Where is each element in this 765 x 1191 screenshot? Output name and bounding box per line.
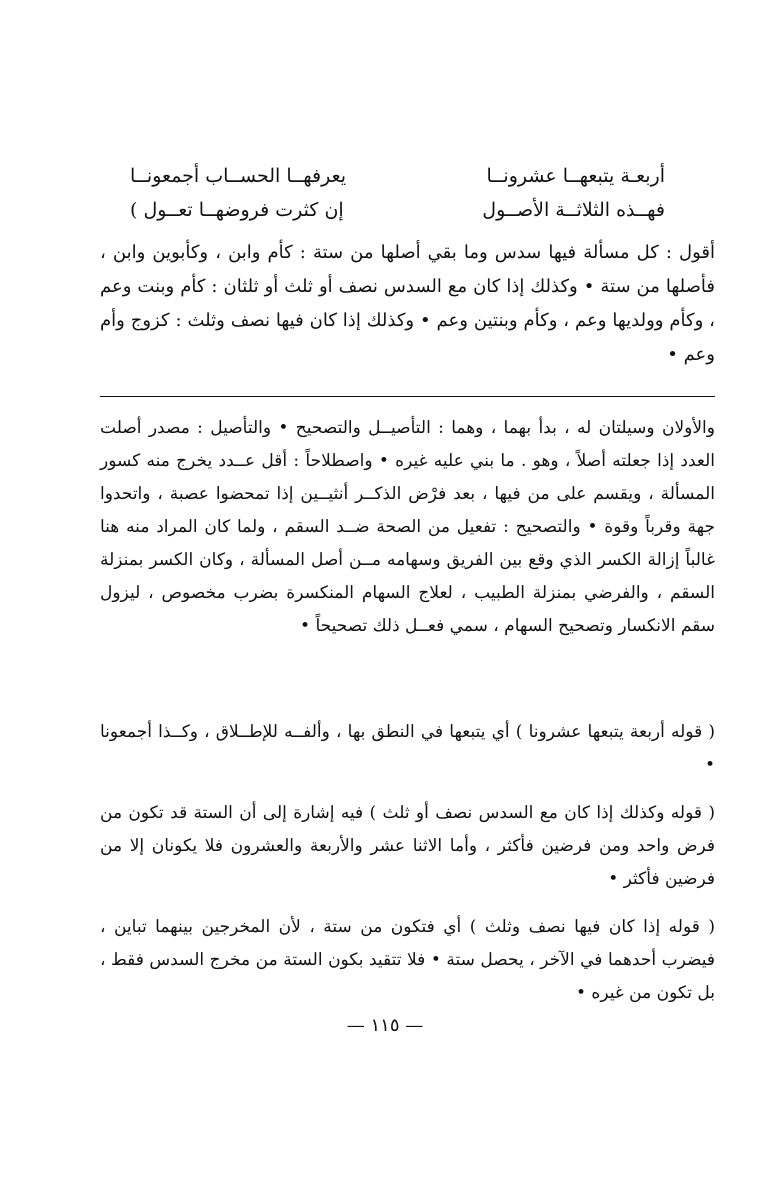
verse-1-second-hemistich: يعرفهــا الحســاب أجمعونــا bbox=[130, 165, 347, 187]
main-commentary: أقول : كل مسألة فيها سدس وما بقي أصلها من ستة : كأم وابن ، وكأبوين وابن ، فأصلها من ستة • وكذلك إذا كان مع السدس نصف أو ثلث أو ثلثان : كأم وبنت وعم ، وكأم وولديها وعم ، وكأم وبنتين وعم • وكذلك إذا كان فيها نصف وثلث : كزوج وأم وعم • bbox=[100, 242, 715, 365]
footnote-3: ( قوله وكذلك إذا كان مع السدس نصف أو ثلث ) فيه إشارة إلى أن الستة قد تكون من فرض واحد ومن فرضين فأكثر ، وأما الاثنا عشر والأربعة والعشرون فلا يكونان إلا من فرضين فأكثر • bbox=[100, 803, 715, 889]
footnote-4: ( قوله إذا كان فيها نصف وثلث ) أي فتكون من ستة ، لأن المخرجين بينهما تباين ، فيضرب أحدهما في الآخر ، يحصل ستة • فلا تتقيد بكون الستة من مخرج السدس فقط ، بل تكون من غيره • bbox=[100, 917, 715, 1003]
poem-verse-1 bbox=[130, 160, 665, 192]
verse-2-second-hemistich: إن كثرت فروضهــا تعــول ) bbox=[130, 199, 344, 221]
poem-verse-2 bbox=[130, 194, 665, 226]
verse-1-first-hemistich: أربعـة يتبعهــا عشرونــا bbox=[486, 165, 665, 187]
footnote-divider bbox=[100, 396, 715, 397]
page-number: — ١١٥ — bbox=[346, 1015, 424, 1036]
verse-2-first-hemistich: فهــذه الثلاثــة الأصــول bbox=[482, 199, 665, 221]
footnote-2: ( قوله أربعة يتبعها عشرونا ) أي يتبعها في النطق بها ، وألفــه للإطــلاق ، وكــذا أجمعونا • bbox=[100, 722, 715, 775]
footnote-1: والأولان وسيلتان له ، بدأ بهما ، وهما : التأصيــل والتصحيح • والتأصيل : مصدر أصلت العدد إذا جعلته أصلاً ، وهو . ما بني عليه غيره • واصطلاحاً : أقل عــدد يخرج منه كسور المسألة ، ويقسم على من فيها ، بعد فرْض الذكــر أنثيــين إذا تمحضوا عصبة ، واتحدوا جهة وقرباً وقوة • والتصحيح : تفعيل من الصحة ضــد السقم ، ولما كان المراد منه هنا غالباً إزالة الكسر الذي وقع بين الفريق وسهامه مــن أصل المسألة ، وكان الكسر بمنزلة السقم ، والفرضي بمنزلة الطبيب ، لعلاج السهام المنكسرة بضرب مخصوص ، ليزول سقم الانكسار وتصحيح السهام ، سمي فعــل ذلك تصحيحاً • bbox=[100, 418, 715, 636]
